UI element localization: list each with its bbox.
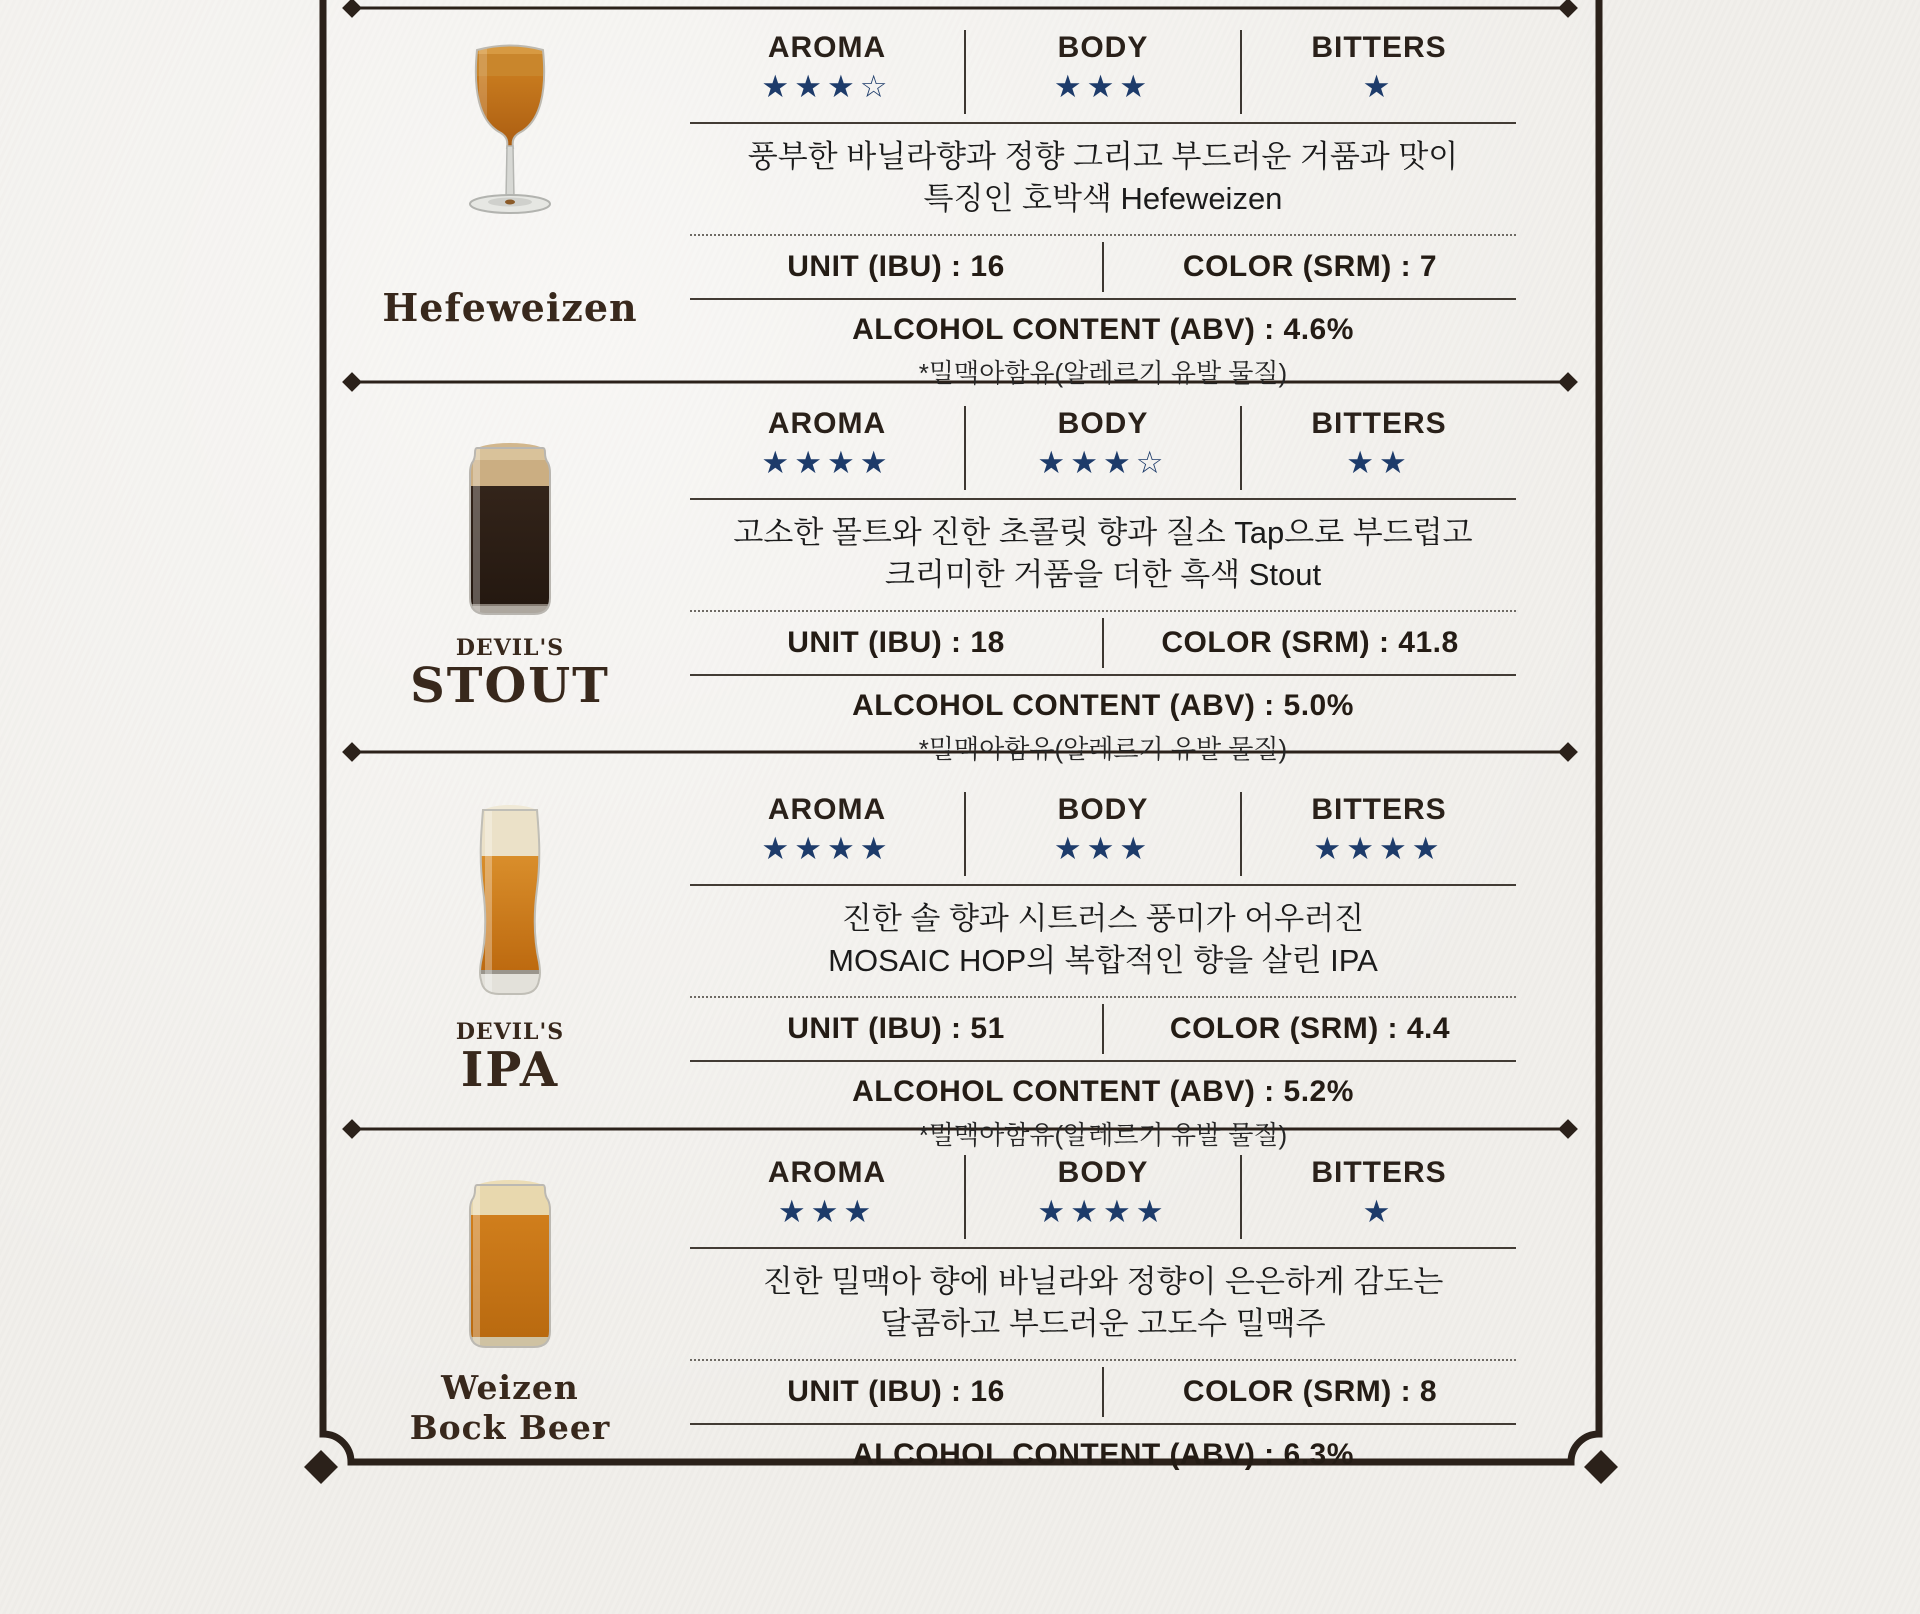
beer-section-weizen-bock — [0, 1129, 1920, 1471]
rating-aroma: AROMA ★★★☆ — [690, 30, 964, 108]
ratings-ipa — [690, 792, 1516, 884]
rating-aroma: AROMA ★★★★ — [690, 792, 964, 870]
aroma-stars: ★★★☆ — [761, 69, 893, 104]
dotted-divider-line — [690, 1359, 1516, 1361]
weizen-bock-glass-image — [455, 1175, 565, 1358]
body-stars: ★★★ — [1053, 69, 1153, 104]
dotted-divider-line — [690, 610, 1516, 612]
rating-bitters: BITTERS ★★★★ — [1242, 792, 1516, 870]
beer-description: 고소한 몰트와 진한 초콜릿 향과 질소 Tap으로 부드럽고 크리미한 거품을 더한 흑색 Stout — [733, 515, 1473, 592]
ipa-left-column — [323, 752, 697, 1129]
rating-body: BODY ★★★★ — [966, 1155, 1240, 1233]
dotted-divider-line — [690, 234, 1516, 236]
beer-name-weizen-bock: Weizen Bock Beer — [409, 1368, 611, 1447]
hefeweizen-details — [690, 8, 1516, 390]
divider-line — [690, 498, 1516, 500]
body-stars: ★★★☆ — [1037, 445, 1169, 480]
rating-bitters: BITTERS ★ — [1242, 1155, 1516, 1233]
divider-line — [690, 674, 1516, 676]
allergen-note: *밀맥아함유(알레르기 유발 물질) — [918, 358, 1288, 388]
spec-values — [690, 1000, 1516, 1058]
beer-section-stout — [0, 382, 1920, 764]
ibu-value: UNIT (IBU) : 18 — [787, 626, 1005, 659]
allergen-note: *밀맥아함유(알레르기 유발 물질) — [918, 734, 1288, 764]
divider-line — [690, 1060, 1516, 1062]
rating-aroma: AROMA ★★★★ — [690, 406, 964, 484]
spec-values — [690, 614, 1516, 672]
beer-section-ipa — [0, 752, 1920, 1150]
stout-glass-image — [455, 438, 565, 625]
ibu-value: UNIT (IBU) : 16 — [787, 250, 1005, 283]
rating-body: BODY ★★★☆ — [966, 406, 1240, 484]
aroma-stars: ★★★★ — [761, 831, 893, 866]
beer-name-ipa: DEVIL'S IPA — [455, 1019, 565, 1098]
body-stars: ★★★★ — [1037, 1194, 1169, 1229]
rating-bitters: BITTERS ★ — [1242, 30, 1516, 108]
weizen-bock-details — [690, 1129, 1516, 1473]
aroma-stars: ★★★ — [777, 1194, 877, 1229]
bitters-stars: ★★★★ — [1313, 831, 1445, 866]
ipa-glass-image — [455, 804, 565, 1007]
spec-values — [690, 1363, 1516, 1421]
bitters-stars: ★ — [1362, 1194, 1396, 1229]
beer-name-hefeweizen: Hefeweizen — [382, 285, 638, 330]
beer-section-hefeweizen — [0, 8, 1920, 388]
srm-value: COLOR (SRM) : 41.8 — [1161, 626, 1459, 659]
weizen-bock-left-column — [323, 1129, 697, 1462]
ratings-hefeweizen — [690, 30, 1516, 122]
beer-description: 진한 밀맥아 향에 바닐라와 정향이 은은하게 감도는 달콤하고 부드러운 고도수 밀맥주 — [762, 1264, 1444, 1341]
ibu-value: UNIT (IBU) : 16 — [787, 1375, 1005, 1408]
bitters-stars: ★ — [1362, 69, 1396, 104]
body-stars: ★★★ — [1053, 831, 1153, 866]
ipa-details — [690, 752, 1516, 1152]
rating-body: BODY ★★★ — [966, 30, 1240, 108]
abv-value: ALCOHOL CONTENT (ABV) : 5.2% — [852, 1075, 1354, 1108]
abv-value: ALCOHOL CONTENT (ABV) : 6.3% — [852, 1438, 1354, 1471]
aroma-stars: ★★★★ — [761, 445, 893, 480]
divider-line — [690, 298, 1516, 300]
allergen-note: *밀맥아함유(알레르기 유발 물질) — [918, 1120, 1288, 1150]
abv-value: ALCOHOL CONTENT (ABV) : 4.6% — [852, 313, 1354, 346]
divider-line — [690, 122, 1516, 124]
rating-bitters: BITTERS ★★ — [1242, 406, 1516, 484]
srm-value: COLOR (SRM) : 8 — [1182, 1375, 1438, 1408]
abv-value: ALCOHOL CONTENT (ABV) : 5.0% — [852, 689, 1354, 722]
ibu-value: UNIT (IBU) : 51 — [787, 1012, 1005, 1045]
stout-details — [690, 382, 1516, 766]
srm-value: COLOR (SRM) : 4.4 — [1169, 1012, 1451, 1045]
spec-values — [690, 238, 1516, 296]
rating-aroma: AROMA ★★★ — [690, 1155, 964, 1233]
rating-body: BODY ★★★ — [966, 792, 1240, 870]
stout-left-column — [323, 382, 697, 752]
srm-value: COLOR (SRM) : 7 — [1182, 250, 1438, 283]
ratings-weizen-bock — [690, 1155, 1516, 1247]
hefeweizen-glass-image — [445, 36, 575, 276]
divider-line — [690, 1247, 1516, 1249]
bitters-stars: ★★ — [1346, 445, 1412, 480]
ratings-stout — [690, 406, 1516, 498]
beer-description: 풍부한 바닐라향과 정향 그리고 부드러운 거품과 맛이 특징인 호박색 Hefeweizen — [747, 139, 1459, 216]
divider-line — [690, 884, 1516, 886]
beer-description: 진한 솔 향과 시트러스 풍미가 어우러진 MOSAIC HOP의 복합적인 향을 살린 IPA — [828, 901, 1378, 978]
divider-line — [690, 1423, 1516, 1425]
dotted-divider-line — [690, 996, 1516, 998]
beer-name-stout: DEVIL'S STOUT — [410, 635, 610, 714]
hefeweizen-left-column — [323, 8, 697, 382]
